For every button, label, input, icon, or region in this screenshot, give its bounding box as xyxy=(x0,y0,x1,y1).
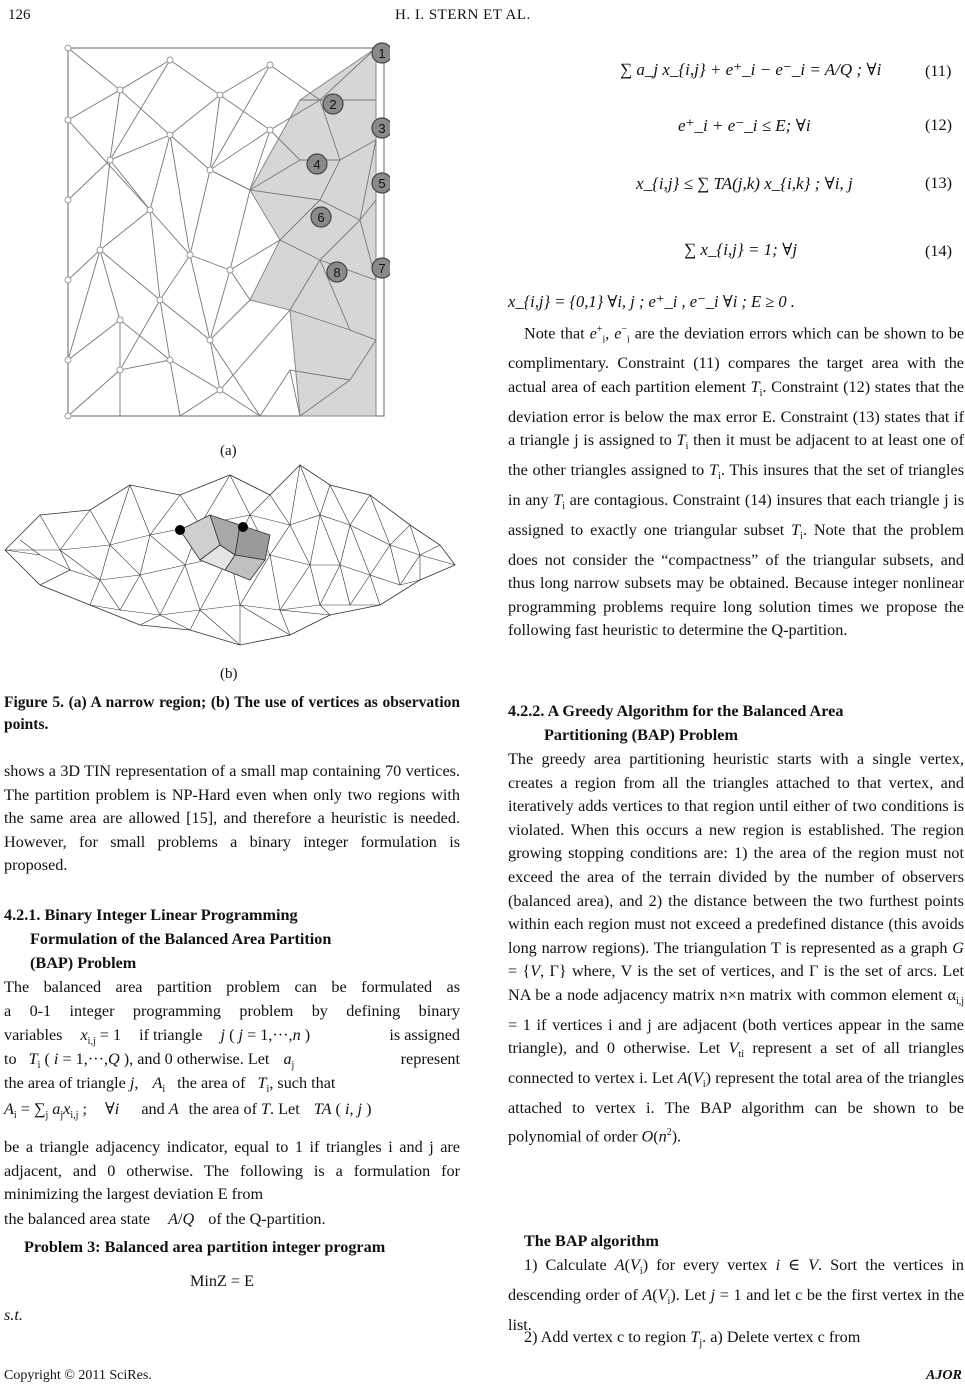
text-fragment: the area of xyxy=(188,1100,257,1118)
equation-11-number: (11) xyxy=(925,62,952,80)
text-to-line: to $T_i$ ( i = 1,···,Q ), and 0 otherwise. Let $a_j$ represent xyxy=(4,1050,460,1072)
paragraph-tin-intro: shows a 3D TIN representation of a small map containing 70 vertices. The partition problem is NP-Hard even when only two regions with the same area are allowed [15], and therefore a heuristic is needed. However, for small problems a binary integer formulation is proposed. xyxy=(4,762,460,875)
text-fragment: and let c be the first vertex in the list. xyxy=(508,1285,964,1334)
equation-11: ∑ a_j x_{i,j} + e⁺_i − e⁻_i = A/Q ; ∀i xyxy=(620,60,882,79)
figure-caption: Figure 5. (a) A narrow region; (b) The use of vertices as observation points. xyxy=(4,694,460,733)
text-fragment: . Sort the vertices in descending order of xyxy=(508,1256,965,1304)
page-number: 126 xyxy=(8,7,31,23)
algorithm-step-1: 1) Calculate $A(V_i)$ for every vertex i ∈ V. Sort the vertices in descending order of $A(V_i)$. Let j = 1 and let c be the first vertex in the list. xyxy=(508,1256,965,1334)
section-422-title-line1: 4.2.2. A Greedy Algorithm for the Balanced Area xyxy=(508,702,844,720)
text-fragment: to xyxy=(4,1050,17,1068)
text-fragment: is assigned xyxy=(389,1026,460,1044)
text-fragment: , and 0 otherwise. Let xyxy=(129,1050,270,1068)
text-fragment: are contagious. Constraint (14) insures that each triangle j is assigned to exactly one triangular subset xyxy=(508,490,965,539)
problem-3-title: Problem 3: Balanced area partition integer program xyxy=(24,1238,386,1256)
text-variables-line: variables $x_{i,j} = 1$ if triangle j ( j = 1,···,n ) is assigned xyxy=(4,1026,460,1048)
region-label-8: 8 xyxy=(333,265,341,280)
paragraph-greedy-heuristic: The greedy area partitioning heuristic starts with a single vertex, creates a region from all the triangles attached to that vertex, and iteratively adds vertices to that region until either of two conditions is violated. When this occurs a new region is established. The region growing stopping conditions are: 1) the area of the region must not exceed the area of the terrain divided by the number of observers (balanced area), and 2) the distance between the two furthest points within each region must not exceed a predefined distance (this avoids long narrow regions). The triangulation T is represented as a graph G = {V, Γ} where, V is the set of vertices, and Γ is the set of arcs. Let NA be a node adjacency matrix n×n matrix with common element $\alpha_{i,j} = 1$ if vertices i and j are adjacent (both vertices appear in the same triangle), and 0 otherwise. Let $V_{ti}$ represent a set of all triangles connected to vertex i. Let $A(V_i)$ represent the total area of the triangles attached to vertex i. The BAP algorithm can be shown to be polynomial of order $O(n^2)$. xyxy=(508,750,965,1145)
equation-14: ∑ x_{i,j} = 1; ∀j xyxy=(684,240,798,259)
text-fragment: . This insures that the set of triangles in any xyxy=(508,461,965,509)
text-fragment: the area of xyxy=(177,1074,246,1092)
text-fragment: . Let xyxy=(270,1100,300,1118)
region-label-4: 4 xyxy=(313,157,321,172)
text-fragment: , such that xyxy=(269,1074,336,1092)
region-label-5: 5 xyxy=(378,176,386,191)
section-422-title-line2: Partitioning (BAP) Problem xyxy=(544,726,738,744)
text-fragment: for every vertex xyxy=(656,1256,768,1274)
figure-label-a: (a) xyxy=(220,443,237,459)
equation-13-number: (13) xyxy=(925,174,952,192)
text-fragment: Note that xyxy=(524,324,585,343)
objective-function: MinZ = E xyxy=(190,1272,254,1290)
text-fragment: the area of triangle xyxy=(4,1074,126,1092)
text-fragment: if vertices i and j are adjacent (both vertices appear in the same triangle), and 0 otherwise. Let xyxy=(508,1015,964,1058)
text-fragment: where, V is the set of vertices, and Γ is the set of arcs. Let NA be a node adjacency matrix n×n matrix with common element xyxy=(508,962,965,1004)
text-fragment: the balanced area state xyxy=(4,1210,151,1228)
text-fragment: represent xyxy=(400,1050,460,1068)
footer-copyright: Copyright © 2011 SciRes. xyxy=(4,1368,152,1383)
equation-12: e⁺_i + e⁻_i ≤ E; ∀i xyxy=(678,116,811,135)
equation-13: x_{i,j} ≤ ∑ TA(j,k) x_{i,k} ; ∀i, j xyxy=(636,174,853,193)
section-421-title-line2: Formulation of the Balanced Area Partition xyxy=(30,930,332,948)
text-fragment: 2) Add vertex c to region xyxy=(524,1328,687,1346)
algorithm-step-2: 2) Add vertex c to region $T_j$. a) Delete vertex c from xyxy=(524,1328,861,1350)
section-421-title-line1: 4.2.1. Binary Integer Linear Programming xyxy=(4,906,298,924)
text-fragment: . Let xyxy=(675,1285,706,1304)
paragraph-deviation-errors: Note that $e^+_i$, $e^-_i$ are the deviation errors which can be shown to be complimentary. Constraint (11) compares the target area with the actual area of each partition element $T_i$. Constraint (12) states that the deviation error is below the max error E. Constraint (13) states that if a triangle j is assigned to $T_i$ then it must be adjacent to at least one of the other triangles assigned to $T_i$. This insures that the set of triangles in any $T_i$ are contagious. Constraint (14) insures that each triangle j is assigned to exactly one triangular subset $T_i$. Note that the problem does not consider the “compactness” of the triangular subsets, and thus long narrow subsets may be obtained. Because integer nonlinear programming problems require long solution times we propose the following fast heuristic to determine the Q-partition. xyxy=(508,324,965,640)
text-line: The balanced area partition problem can be formulated as xyxy=(4,978,460,996)
text-fragment: and xyxy=(141,1100,165,1118)
running-title: H. I. STERN ET AL. xyxy=(395,7,531,23)
text-fragment: . Note that the problem does not consider the “compactness” of the triangular subsets, and thus long narrow subsets may be obtained. Because integer nonlinear programming problems require long solution times we propose the following fast heuristic to determine the Q-partition. xyxy=(508,520,964,640)
equation-14-number: (14) xyxy=(925,242,952,260)
figure-5b-3d-tin xyxy=(0,455,460,655)
text-fragment: The greedy area partitioning heuristic starts with a single vertex, creates a region from all the triangles attached to that vertex, and iteratively adds vertices to that region until either of two conditions is violated. When this occurs a new region is established. The region growing stopping conditions are: 1) the area of the region must not exceed the area of the terrain divided by the number of observers (balanced area), and 2) the distance between the two furthest points within each region must not exceed a predefined distance (this avoids long narrow regions). The triangulation T is represented as a graph xyxy=(508,750,964,957)
text-fragment: then it must be adjacent to at least one of the other triangles assigned to xyxy=(508,431,965,480)
region-label-1: 1 xyxy=(378,46,386,61)
text-fragment: 1) Calculate xyxy=(524,1256,607,1274)
region-label-7: 7 xyxy=(378,261,386,276)
text-fragment: . Constraint (12) states that the deviation error is below the max error E. Constraint (13) states that if a triangle j is assigned to xyxy=(508,377,965,450)
text-sum-line: $A_i = \sum_j$ $a_jx_{i,j}$ ; ∀i and A the area of T. Let TA ( i, j ) xyxy=(4,1100,372,1122)
text-fragment: variables xyxy=(4,1026,63,1044)
region-label-2: 2 xyxy=(329,97,337,112)
text-fragment: are the deviation errors which can be shown to be complimentary. Constraint (11) compares the target area with the actual area of each partition element xyxy=(508,324,965,396)
text-fragment: . a) Delete vertex c from xyxy=(702,1328,861,1346)
text-fragment: represent the total area of the triangles attached to vertex i. The BAP algorithm can be shown to be polynomial of order xyxy=(508,1069,965,1145)
text-area-line: the area of triangle j, $A_i$ the area of $T_i$, such that xyxy=(4,1074,336,1096)
text-fragment: of the Q-partition. xyxy=(208,1210,326,1228)
text-fragment: if triangle xyxy=(139,1026,203,1044)
text-fragment: represent a set of all triangles connected to vertex i. Let xyxy=(508,1039,965,1088)
text-balanced-state: the balanced area state A/Q of the Q-partition. xyxy=(4,1210,326,1228)
paragraph-bap-formulation xyxy=(4,976,460,1023)
figure-5a-tin-map xyxy=(60,40,390,425)
section-421-title-line3: (BAP) Problem xyxy=(30,954,137,972)
subject-to-label: s.t. xyxy=(4,1306,23,1324)
region-label-6: 6 xyxy=(317,210,325,225)
footer-journal: AJOR xyxy=(926,1368,962,1383)
bap-algorithm-title: The BAP algorithm xyxy=(524,1232,659,1250)
text-line: a 0-1 integer programming problem by defining binary xyxy=(4,1001,460,1020)
region-label-3: 3 xyxy=(378,121,386,136)
paragraph-adjacency: be a triangle adjacency indicator, equal to 1 if triangles i and j are adjacent, and 0 otherwise. The following is a formulation for minimizing the largest deviation E from xyxy=(4,1138,460,1204)
equation-domain: x_{i,j} = {0,1} ∀i, j ; e⁺_i , e⁻_i ∀i ; E ≥ 0 . xyxy=(508,292,795,311)
equation-12-number: (12) xyxy=(925,116,952,134)
figure-label-b: (b) xyxy=(220,666,238,682)
